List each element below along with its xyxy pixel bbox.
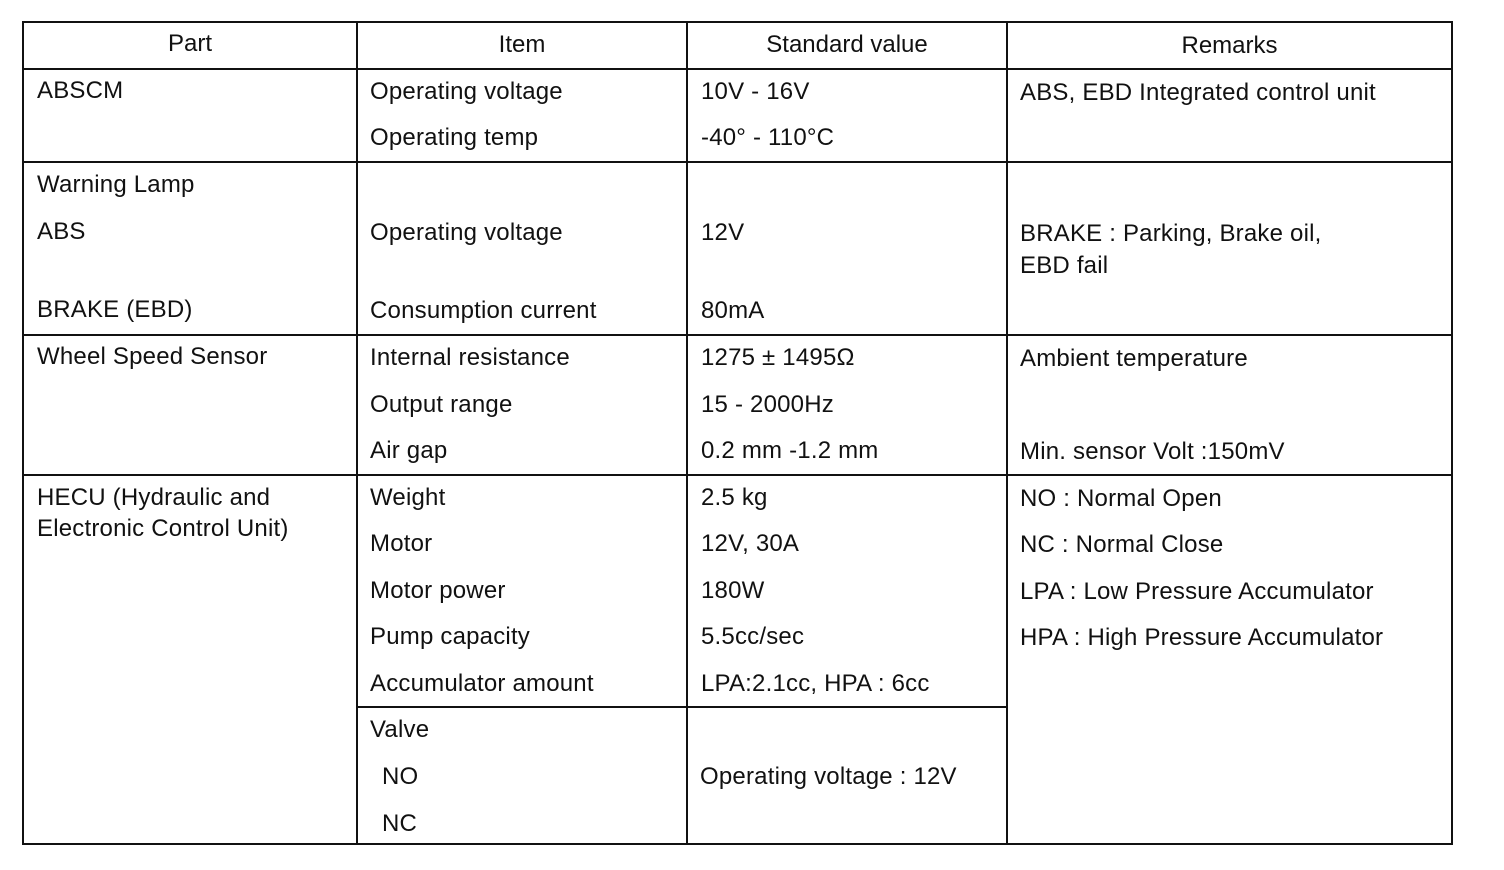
- wss-value-output: 15 - 2000Hz: [701, 391, 834, 418]
- hecu-remarks-nc: NC : Normal Close: [1020, 531, 1224, 558]
- col-divider-3: [1006, 23, 1008, 845]
- warning-lamp-brake: BRAKE (EBD): [37, 296, 193, 323]
- header-item: Item: [498, 31, 546, 58]
- hecu-value-weight: 2.5 kg: [701, 484, 768, 511]
- abscm-part: ABSCM: [37, 77, 124, 104]
- wheel-speed-sensor-part: Wheel Speed Sensor: [37, 343, 268, 370]
- warning-lamp-value-voltage: 12V: [701, 219, 745, 246]
- wss-item-airgap: Air gap: [370, 437, 448, 464]
- wss-value-airgap: 0.2 mm -1.2 mm: [701, 437, 879, 464]
- wss-item-resistance: Internal resistance: [370, 344, 570, 371]
- spec-table: [22, 21, 1453, 845]
- hecu-remarks-lpa: LPA : Low Pressure Accumulator: [1020, 578, 1374, 605]
- abscm-item-temp: Operating temp: [370, 124, 539, 151]
- hecu-valve-no: NO: [382, 763, 419, 790]
- abscm-remarks: ABS, EBD Integrated control unit: [1020, 79, 1376, 106]
- warning-lamp-part: Warning Lamp: [37, 171, 195, 198]
- warning-lamp-remarks-1: BRAKE : Parking, Brake oil,: [1020, 220, 1322, 247]
- hecu-valve-nc: NC: [382, 810, 418, 837]
- hecu-part-1: HECU (Hydraulic and: [37, 484, 271, 511]
- hecu-value-motor-power: 180W: [701, 577, 765, 604]
- hecu-item-accumulator: Accumulator amount: [370, 670, 594, 697]
- hecu-remarks-hpa: HPA : High Pressure Accumulator: [1020, 624, 1384, 651]
- wss-value-resistance: 1275 ± 1495Ω: [701, 344, 855, 371]
- warning-lamp-item-voltage: Operating voltage: [370, 219, 563, 246]
- abscm-item-voltage: Operating voltage: [370, 78, 563, 105]
- wss-remarks-minvolt: Min. sensor Volt :150mV: [1020, 438, 1285, 465]
- hecu-remarks-no: NO : Normal Open: [1020, 485, 1222, 512]
- wss-remarks-ambient: Ambient temperature: [1020, 345, 1248, 372]
- hecu-valve-value: Operating voltage : 12V: [700, 763, 957, 790]
- header-remarks: Remarks: [1181, 32, 1278, 59]
- abscm-value-temp: -40° - 110°C: [701, 124, 835, 151]
- hecu-item-motor: Motor: [370, 530, 433, 557]
- row-divider-1: [24, 161, 1451, 163]
- hecu-value-accumulator: LPA:2.1cc, HPA : 6cc: [701, 670, 930, 697]
- wss-item-output: Output range: [370, 391, 513, 418]
- header-divider: [24, 68, 1451, 70]
- hecu-item-weight: Weight: [370, 484, 446, 511]
- hecu-value-motor: 12V, 30A: [701, 530, 800, 557]
- row-divider-3: [24, 474, 1451, 476]
- hecu-item-pump: Pump capacity: [370, 623, 531, 650]
- header-standard-value: Standard value: [766, 31, 928, 58]
- header-part: Part: [167, 30, 212, 57]
- row-divider-2: [24, 334, 1451, 336]
- warning-lamp-value-current: 80mA: [701, 297, 765, 324]
- col-divider-1: [356, 23, 358, 845]
- hecu-item-motor-power: Motor power: [370, 577, 506, 604]
- hecu-valve-label: Valve: [370, 716, 430, 743]
- warning-lamp-remarks-2: EBD fail: [1020, 252, 1109, 279]
- warning-lamp-abs: ABS: [37, 218, 86, 245]
- valve-divider: [356, 706, 1008, 708]
- hecu-part-2: Electronic Control Unit): [37, 515, 289, 542]
- abscm-value-voltage: 10V - 16V: [701, 78, 810, 105]
- hecu-value-pump: 5.5cc/sec: [701, 623, 805, 650]
- warning-lamp-item-current: Consumption current: [370, 297, 597, 324]
- col-divider-2: [686, 23, 688, 845]
